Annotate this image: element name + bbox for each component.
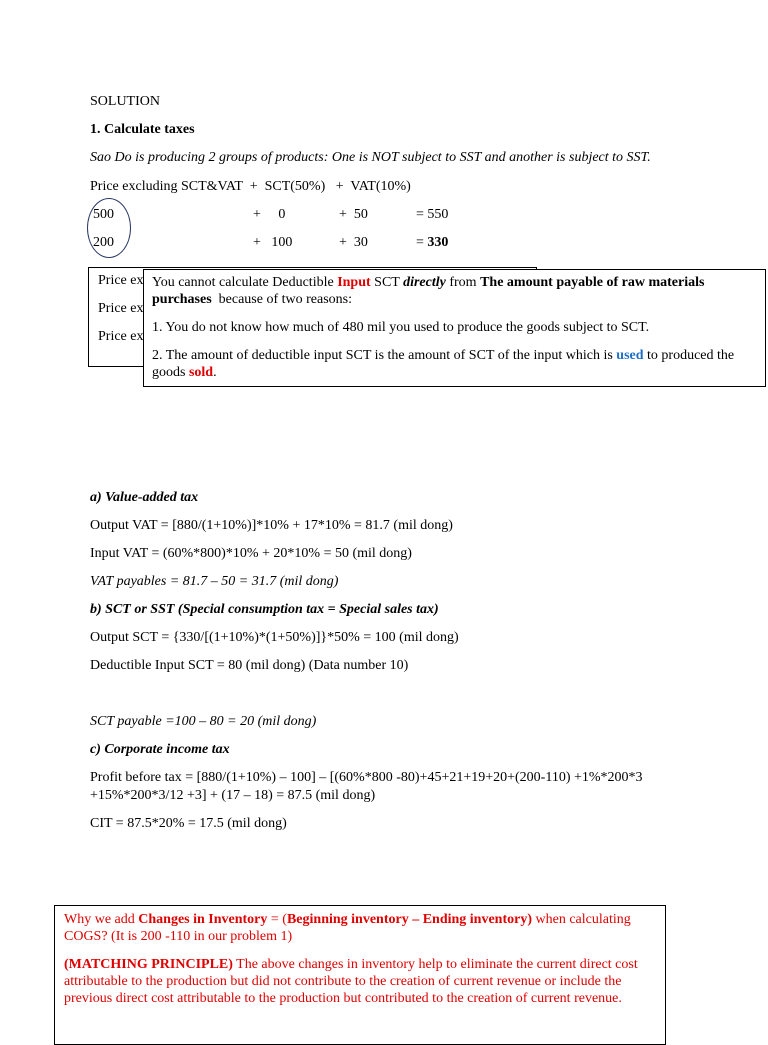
row-base: 500 <box>93 207 114 222</box>
deductible-input-sct: Deductible Input SCT = 80 (mil dong) (Data number 10) <box>90 658 409 673</box>
callout-sold-word: sold <box>188 365 214 380</box>
note-text: previous direct cost attributable to the production but contributed to the creation of current revenue. <box>64 991 622 1006</box>
input-vat: Input VAT = (60%*800)*10% + 20*10% = 50 (mil dong) <box>90 546 412 561</box>
callout-text: to produced the goods <box>152 348 735 380</box>
row-base: 200 <box>93 235 114 250</box>
note-text: COGS? (It is 200 -110 in our problem 1) <box>64 929 293 944</box>
callout-used-word: used <box>616 348 644 363</box>
note-text: = ( <box>267 912 287 927</box>
callout-input-word: Input <box>337 275 371 290</box>
callout-text: 2. The amount of deductible input SCT is the amount of SCT of the input which is <box>152 348 617 363</box>
intro-text: Sao Do is producing 2 groups of products: One is NOT subject to SST and another is subject to SST. <box>90 150 651 165</box>
highlight-oval <box>87 198 131 258</box>
cit-heading: c) Corporate income tax <box>90 742 230 757</box>
note-bold: (MATCHING PRINCIPLE) <box>64 957 233 972</box>
callout-box <box>143 269 766 387</box>
note-question <box>64 911 656 945</box>
row-total-bold: 330 <box>427 235 449 250</box>
profit-before-tax-line-1: Profit before tax = [880/(1+10%) – 100] – [(60%*800 -80)+45+21+19+20+(200-110) +1%*200*3 <box>90 770 643 785</box>
row-total-prefix: = <box>416 235 428 250</box>
row-vat: + 30 <box>339 235 368 250</box>
solution-heading: SOLUTION <box>90 94 160 109</box>
cit-result: CIT = 87.5*20% = 17.5 (mil dong) <box>90 816 287 831</box>
hidden-row-2: Price ex <box>98 301 144 316</box>
callout-reason-intro <box>152 274 757 308</box>
callout-text: from <box>445 275 481 290</box>
callout-bold-phrase: The amount payable of raw materials purchases <box>152 275 705 307</box>
sct-heading: b) SCT or SST (Special consumption tax = Special sales tax) <box>90 602 439 617</box>
callout-text: because of two reasons: <box>211 292 352 307</box>
output-vat: Output VAT = [880/(1+10%)]*10% + 17*10% = 81.7 (mil dong) <box>90 518 453 533</box>
vat-heading: a) Value-added tax <box>90 490 199 505</box>
row-vat: + 50 <box>339 207 368 222</box>
vat-payable: VAT payables = 81.7 – 50 = 31.7 (mil dong) <box>90 574 339 589</box>
hidden-row-1: Price ex <box>98 273 144 288</box>
note-matching <box>64 956 656 1007</box>
matching-principle-note <box>54 905 666 1045</box>
callout-text: You cannot calculate Deductible <box>152 275 338 290</box>
note-text: The above changes in inventory help to eliminate the current direct cost <box>232 957 638 972</box>
row-total: = 550 <box>416 207 449 222</box>
output-sct: Output SCT = {330/[(1+10%)*(1+50%)]}*50% = 100 (mil dong) <box>90 630 459 645</box>
callout-text: . <box>213 365 217 380</box>
section-title-calculate-taxes: 1. Calculate taxes <box>90 122 195 137</box>
callout-text: SCT <box>370 275 404 290</box>
row-sct: + 0 <box>253 207 286 222</box>
row-sct: + 100 <box>253 235 293 250</box>
note-text: Why we add <box>64 912 139 927</box>
note-bold: Changes in Inventory <box>138 912 268 927</box>
note-text: when calculating <box>532 912 631 927</box>
profit-before-tax-line-2: +15%*200*3/12 +3] + (17 – 18) = 87.5 (mil dong) <box>90 788 376 803</box>
note-text: attributable to the production but did not contribute to the creation of current revenue or include the <box>64 974 622 989</box>
note-bold: Beginning inventory – Ending inventory) <box>286 912 533 927</box>
sct-payable: SCT payable =100 – 80 = 20 (mil dong) <box>90 714 317 729</box>
price-header: Price excluding SCT&VAT + SCT(50%) + VAT(10%) <box>90 179 411 194</box>
callout-reason-2 <box>152 347 757 381</box>
hidden-row-3: Price ex <box>98 329 144 344</box>
row-total <box>416 234 448 251</box>
callout-directly-word: directly <box>403 275 446 290</box>
callout-reason-1: 1. You do not know how much of 480 mil you used to produce the goods subject to SCT. <box>152 320 650 335</box>
